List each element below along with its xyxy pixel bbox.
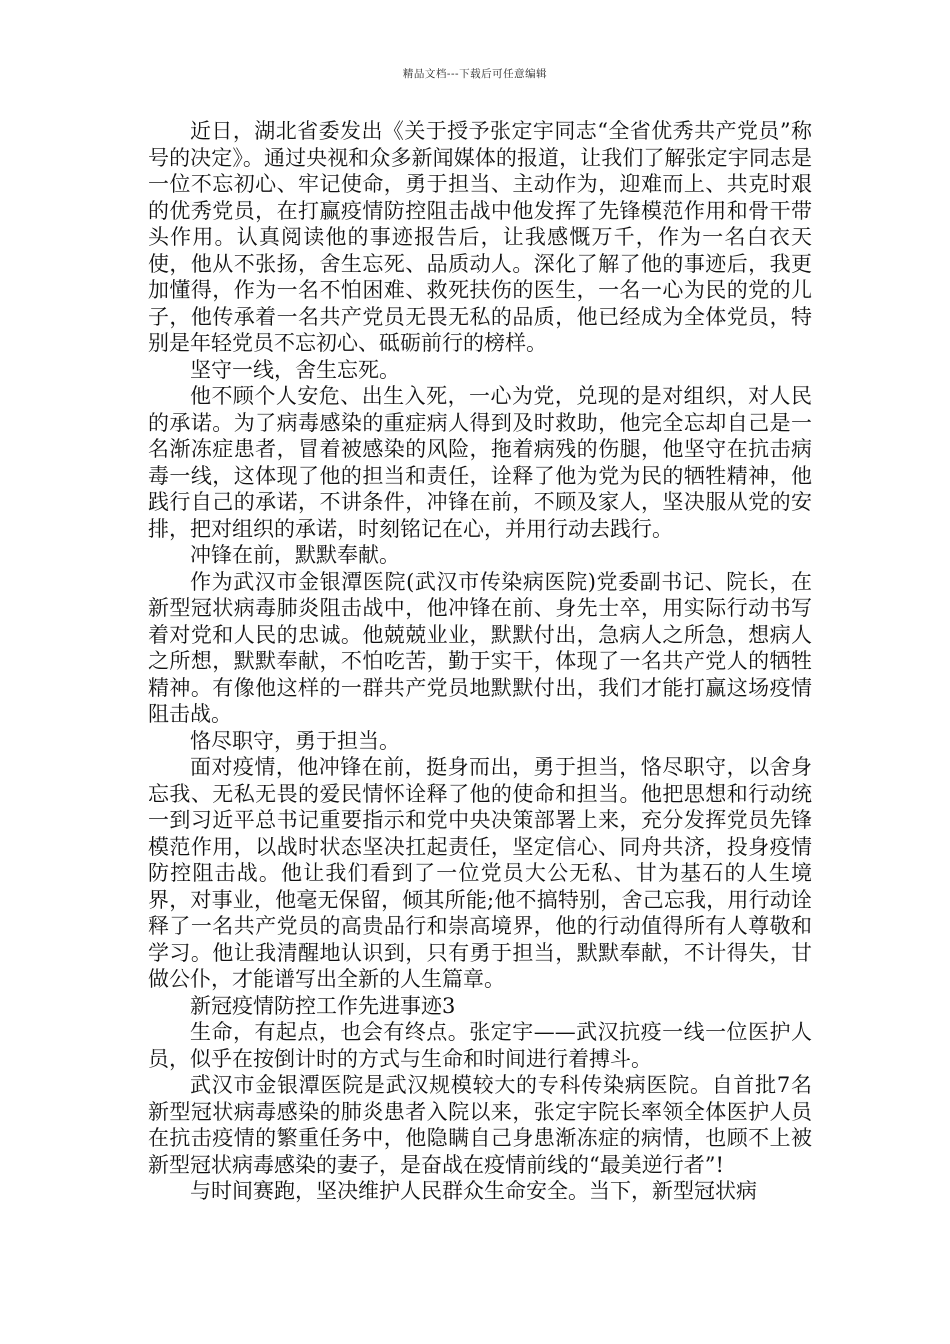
section-heading: 恪尽职守，勇于担当。 bbox=[190, 728, 400, 753]
section-heading: 坚守一线，舍生忘死。 bbox=[190, 357, 400, 382]
paragraph: 他不顾个人安危、出生入死，一心为党，兑现的是对组织，对人民的承诺。为了病毒感染的重症病人得到及时救助，他完全忘却自己是一名渐冻症患者，冒着被感染的风险，拖着病残的伤腿，他坚守在抗击病毒一线，这体现了他的担当和责任，诠释了他为党为民的牺牲精神，他践行自己的承诺，不讲条件，冲锋在前，不顾及家人，坚决服从党的安排，把对组织的承诺，时刻铭记在心，并用行动去践行。 bbox=[148, 384, 812, 541]
document-body bbox=[148, 118, 812, 1205]
paragraph: 面对疫情，他冲锋在前，挺身而出，勇于担当，恪尽职守，以舍身忘我、无私无畏的爱民情怀诠释了他的使命和担当。他把思想和行动统一到习近平总书记重要指示和党中央决策部署上来，充分发挥党员先锋模范作用，以战时状态坚决扛起责任，坚定信心、同舟共济，投身疫情防控阻击战。他让我们看到了一位党员大公无私、甘为基石的人生境界，对事业，他毫无保留，倾其所能;他不搞特别，舍己忘我，用行动诠释了一名共产党员的高贵品行和崇高境界，他的行动值得所有人尊敬和学习。他让我清醒地认识到，只有勇于担当，默默奉献，不计得失，甘做公仆，才能谱写出全新的人生篇章。 bbox=[148, 755, 812, 991]
paragraph: 武汉市金银潭医院是武汉规模较大的专科传染病医院。自首批7名新型冠状病毒感染的肺炎患者入院以来，张定宇院长率领全体医护人员在抗击疫情的繁重任务中，他隐瞒自己身患渐冻症的病情，也顾不上被新型冠状病毒感染的妻子，是奋战在疫情前线的“最美逆行者”! bbox=[148, 1073, 812, 1177]
section-heading: 冲锋在前，默默奉献。 bbox=[190, 543, 400, 567]
paragraph: 生命，有起点，也会有终点。张定宇——武汉抗疫一线一位医护人员，似乎在按倒计时的方式与生命和时间进行着搏斗。 bbox=[148, 1020, 812, 1071]
article-title: 新冠疫情防控工作先进事迹3 bbox=[190, 993, 456, 1018]
paragraph: 与时间赛跑，坚决维护人民群众生命安全。当下，新型冠状病 bbox=[190, 1179, 757, 1203]
paragraph-intro: 近日，湖北省委发出《关于授予张定宇同志“全省优秀共产党员”称号的决定》。通过央视和众多新闻媒体的报道，让我们了解张定宇同志是一位不忘初心、牢记使命，勇于担当、主动作为，迎难而上、共克时艰的优秀党员，在打赢疫情防控阻击战中他发挥了先锋模范作用和骨干带头作用。认真阅读他的事迹报告后，让我感慨万千，作为一名白衣天使，他从不张扬，舍生忘死、品质动人。深化了解了他的事迹后，我更加懂得，作为一名不怕困难、救死扶伤的医生，一名一心为民的党的儿子，他传承着一名共产党员无畏无私的品质，他已经成为全体党员，特别是年轻党员不忘初心、砥砺前行的榜样。 bbox=[148, 119, 812, 355]
paragraph: 作为武汉市金银潭医院(武汉市传染病医院)党委副书记、院长，在新型冠状病毒肺炎阻击战中，他冲锋在前、身先士卒，用实际行动书写着对党和人民的忠诚。他兢兢业业，默默付出，急病人之所急，想病人之所想，默默奉献，不怕吃苦，勤于实干，体现了一名共产党人的牺牲精神。有像他这样的一群共产党员地默默付出，我们才能打赢这场疫情阻击战。 bbox=[148, 569, 812, 726]
page-header: 精品文档---下载后可任意编辑 bbox=[402, 68, 548, 80]
